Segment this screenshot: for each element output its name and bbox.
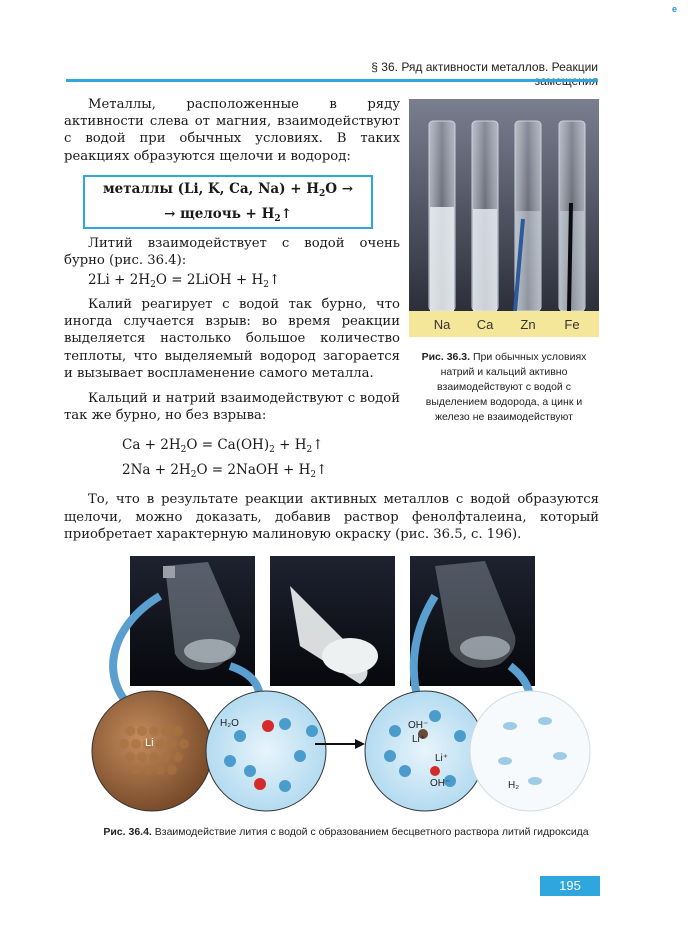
caption-36-3-label: Рис. 36.3. [421,351,471,363]
paragraph-5 [64,491,599,544]
equation-calcium [122,437,324,455]
eq3-c: ↑ [316,462,328,478]
eq2-b: O = Ca(OH) [186,437,270,453]
general-equation-box [83,175,373,229]
eq1-c: ↑ [268,272,281,288]
caption-36-3-text: При обычных условиях натрий и кальций активно взаимодействуют с водой с выделением водорода, а цинк и железо не взаимодействуют [425,351,587,423]
eq2-s3: 2 [306,445,313,455]
eq1-s2: 2 [263,280,269,290]
box-line-2 [85,204,371,229]
eq1-a: 2Li + 2H [88,272,151,288]
paragraph-4 [64,390,400,424]
lithium-reaction-figure [90,556,600,816]
ions-circle [365,691,485,811]
page-number: 195 [540,876,600,896]
eq3-a: 2Na + 2H [122,462,191,478]
paragraph-3 [64,296,400,382]
box-l2-a: → щелочь + H [164,206,275,222]
header-rule [66,79,598,82]
oh-label-2: OH⁻ [430,778,451,789]
figure-caption-36-3 [409,350,599,425]
box-l2-sub: 2 [274,214,281,224]
box-l2-b: ↑ [280,206,292,222]
test-tubes-photo [409,99,599,337]
equation-lithium [88,272,280,290]
lithium-lattice-circle [92,691,212,811]
eq1-b: O = 2LiOH + H [155,272,264,288]
figure-caption-36-4 [86,825,606,840]
eq2-d: ↑ [312,437,324,453]
label-na: Na [433,317,451,332]
eq3-s2: 2 [310,470,317,480]
box-l1-b: O → [325,181,354,197]
eq2-a: Ca + 2H [122,437,181,453]
water-molecules-circle [206,691,326,811]
box-line-1 [85,179,371,204]
eq2-s2: 2 [269,445,275,455]
box-l1-a: металлы (Li, K, Ca, Na) + H [102,181,320,197]
box-l1-sub: 2 [319,189,326,199]
caption-36-4-text: Взаимодействие лития с водой с образованием бесцветного раствора литий гидроксида [151,826,589,838]
paragraph-2 [64,235,400,269]
oh-label-1: OH⁻ [408,720,429,731]
li-label-1: Li⁺ [412,734,426,745]
para3-text: Калий реагирует с водой так бурно, что иногда случается взрыв: во время реакции выделяется настолько большое количество теплоты, что выделяемый водород загорается и вызывает воспламенение самого металла. [64,297,400,381]
eq2-c: + H [274,437,307,453]
running-header: § 36. Ряд активности металлов. Реакции [371,60,598,74]
para4-text: Кальций и натрий взаимодействуют с водой так же бурно, но без взрыва: [64,391,400,424]
label-ca: Ca [476,317,494,332]
lattice-label: Li [145,737,154,749]
eq2-s1: 2 [180,445,187,455]
publisher-logo: e [672,4,678,14]
label-fe: Fe [564,317,580,332]
para5-text: То, что в результате реакции активных металлов с водой образуются щелочи, можно доказать, добавив раствор фенолфталеина, который приобретает характерную малиновую окраску (рис. 36.5, с. 196). [64,492,599,542]
para1-text: Металлы, расположенные в ряду активности слева от магния, взаимодействуют с водой при обычных условиях. В таких реакциях образуются щелочи и водород: [64,97,400,164]
paragraph-1 [64,96,400,165]
li-label-2: Li⁺ [435,753,449,764]
eq1-s1: 2 [150,280,156,290]
para2-text: Литий взаимодействует с водой очень бурно (рис. 36.4): [64,236,400,269]
eq3-s1: 2 [190,470,197,480]
h2-label: H₂ [508,780,520,791]
equation-sodium [122,462,327,480]
caption-36-4-label: Рис. 36.4. [103,826,152,838]
water-label: H₂O [220,718,239,729]
eq3-b: O = 2NaOH + H [196,462,311,478]
hydrogen-circle [470,691,590,811]
label-zn: Zn [520,317,536,332]
